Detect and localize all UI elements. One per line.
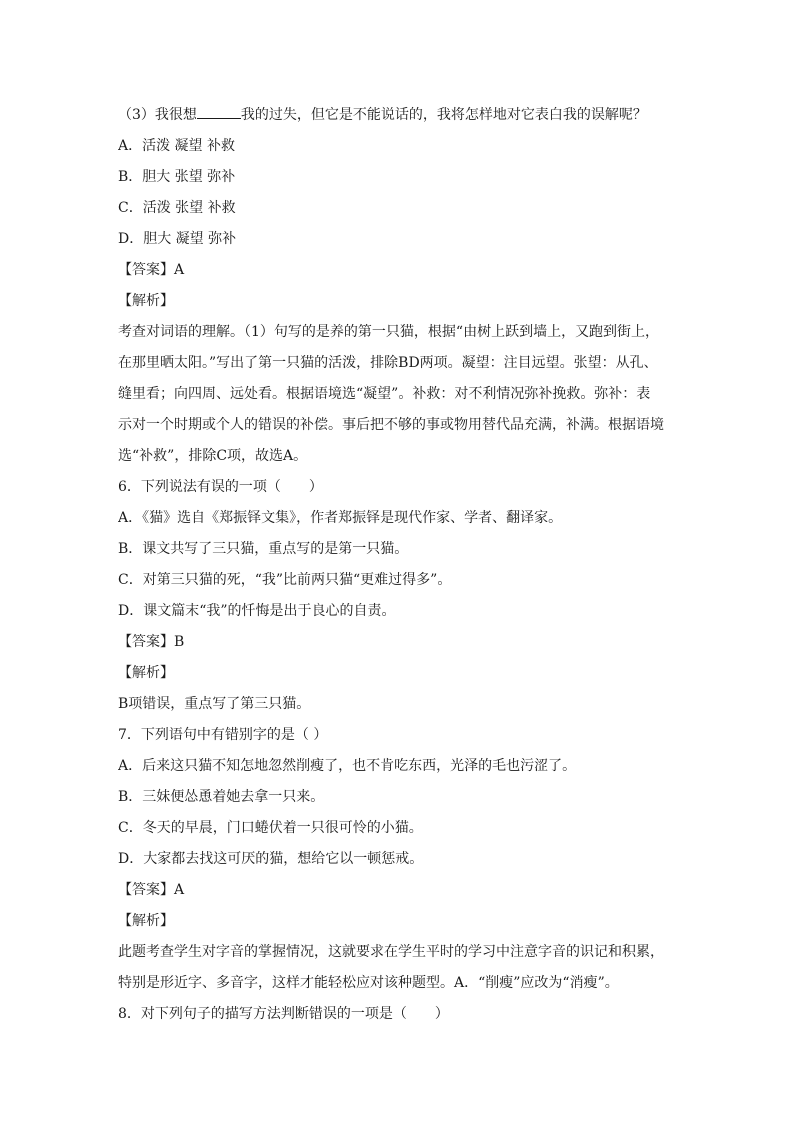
analysis-label: 【解析】 bbox=[118, 293, 174, 309]
option-c: C．对第三只猫的死，“我”比前两只猫“更难过得多”。 bbox=[118, 572, 452, 588]
question-stem: 6．下列说法有误的一项（ ） bbox=[118, 479, 323, 495]
question-stem: 7．下列语句中有错别字的是（ ） bbox=[118, 727, 328, 743]
option-a: A．《猫》选自《郑振铎文集》，作者郑振铎是现代作家、学者、翻译家。 bbox=[118, 510, 563, 526]
option-d: D．大家都去找这可厌的猫，想给它以一顿惩戒。 bbox=[118, 851, 424, 867]
option-c: C．活泼 张望 补救 bbox=[118, 200, 236, 216]
analysis-text-line: 示对一个时期或个人的错误的补偿。事后把不够的事或物用替代品充满，补满。根据语境 bbox=[118, 417, 664, 433]
analysis-label: 【解析】 bbox=[118, 913, 174, 929]
option-d: D．胆大 凝望 弥补 bbox=[118, 231, 237, 247]
analysis-text-line: 选“补救”，排除C项，故选A。 bbox=[118, 448, 308, 464]
analysis-text-line: 特别是形近字、多音字，这样才能轻松应对该种题型。A．“削瘦”应改为“消瘦”。 bbox=[118, 975, 619, 991]
option-b: B．课文共写了三只猫，重点写的是第一只猫。 bbox=[118, 541, 409, 557]
analysis-text-line: 此题考查学生对字音的掌握情况，这就要求在学生平时的学习中注意字音的识记和积累， bbox=[118, 944, 664, 960]
fill-blank bbox=[197, 104, 241, 119]
answer: 【答案】A bbox=[118, 882, 185, 898]
stem-after-blank: 我的过失，但它是不能说话的，我将怎样地对它表白我的误解呢？ bbox=[240, 107, 647, 123]
analysis-text-line: 在那里晒太阳。”写出了第一只猫的活泼，排除BD两项。凝望：注目远望。张望：从孔、 bbox=[118, 355, 658, 371]
analysis-text-line: 缝里看；向四周、远处看。根据语境选“凝望”。补救：对不利情况弥补挽救。弥补：表 bbox=[118, 386, 651, 402]
option-a: A．活泼 凝望 补救 bbox=[118, 138, 236, 154]
option-a: A．后来这只猫不知怎地忽然削瘦了，也不肯吃东西，光泽的毛也污涩了。 bbox=[118, 758, 577, 774]
analysis-text-line: B项错误，重点写了第三只猫。 bbox=[118, 696, 311, 712]
option-c: C．冬天的早晨，门口蜷伏着一只很可怜的小猫。 bbox=[118, 820, 423, 836]
question-stem bbox=[118, 100, 678, 131]
analysis-label: 【解析】 bbox=[118, 665, 174, 681]
option-b: B．三妹便怂恿着她去拿一只来。 bbox=[118, 789, 325, 805]
analysis-text-line: 考查对词语的理解。（1）句写的是养的第一只猫，根据“由树上跃到墙上，又跑到街上， bbox=[118, 324, 660, 340]
document-content bbox=[118, 100, 678, 1030]
question-stem: 8．对下列句子的描写方法判断错误的一项是（ ） bbox=[118, 1006, 449, 1022]
stem-before-blank: （3）我很想 bbox=[118, 107, 197, 123]
answer: 【答案】A bbox=[118, 262, 185, 278]
option-d: D．课文篇末“我”的忏悔是出于良心的自责。 bbox=[118, 603, 396, 619]
option-b: B．胆大 张望 弥补 bbox=[118, 169, 236, 185]
answer: 【答案】B bbox=[118, 634, 185, 650]
